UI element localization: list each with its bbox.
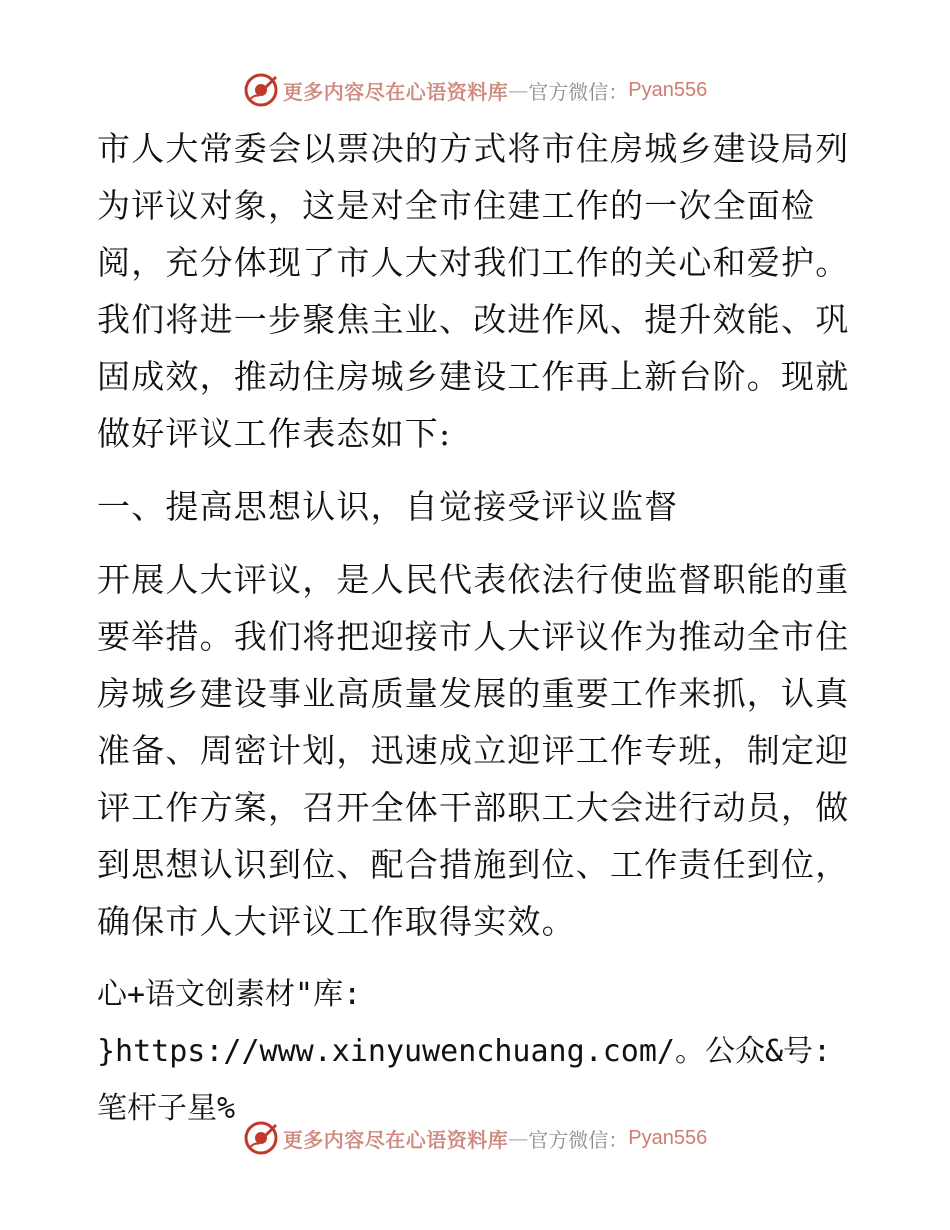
pen-nib-logo-icon <box>243 72 279 108</box>
footer-watermark-banner <box>0 1118 950 1158</box>
paragraph-source-note: 心+语文创素材"库: }https://www.xinyuwenchuang.com/。公众&号: 笔杆子星% <box>97 977 832 1126</box>
banner-dash: — <box>508 1126 529 1150</box>
banner-text: 更多内容尽在心语资料库 <box>282 79 509 104</box>
banner-text: 更多内容尽在心语资料库 <box>282 1127 509 1152</box>
section-heading-1: 一、提高思想认识，自觉接受评议监督 <box>97 487 679 526</box>
header-watermark-banner <box>0 70 950 110</box>
banner-dash: — <box>508 78 529 102</box>
banner-wechat-label: 官方微信： <box>528 1127 629 1152</box>
paragraph-intro: 市人大常委会以票决的方式将市住房城乡建设局列为评议对象，这是对全市住建工作的一次全面检阅，充分体现了市人大对我们工作的关心和爱护。我们将进一步聚焦主业、改进作风、提升效能、巩固成效，推动住房城乡建设工作再上新台阶。现就做好评议工作表态如下: <box>97 129 850 453</box>
banner-wechat-label: 官方微信： <box>528 79 629 104</box>
pen-nib-logo-icon <box>243 1120 279 1156</box>
banner-wechat-id: Pyan556 <box>628 1126 708 1149</box>
paragraph-section-1: 开展人大评议，是人民代表依法行使监督职能的重要举措。我们将把迎接市人大评议作为推动全市住房城乡建设事业高质量发展的重要工作来抓，认真准备、周密计划，迅速成立迎评工作专班，制定迎评工作方案，召开全体干部职工大会进行动员，做到思想认识到位、配合措施到位、工作责任到位，确保市人大评议工作取得实效。 <box>97 560 850 941</box>
document-body <box>97 120 857 1137</box>
banner-wechat-id: Pyan556 <box>628 78 708 101</box>
